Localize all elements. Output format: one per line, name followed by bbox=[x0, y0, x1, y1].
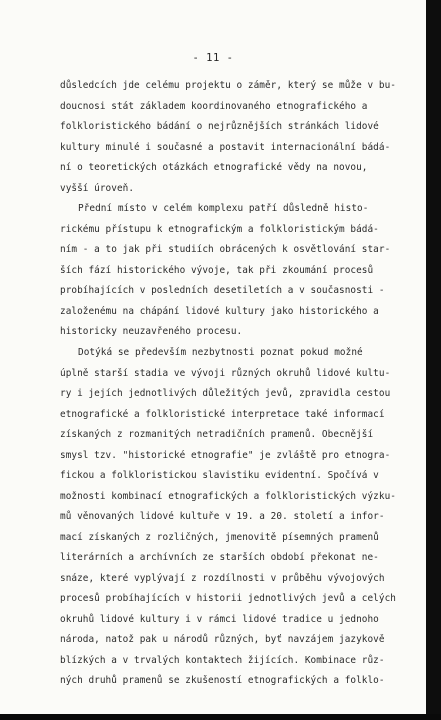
text-line: probíhajících v posledních desetiletích a v současnosti - bbox=[60, 285, 385, 296]
text-line: Přední místo v celém komplexu patří důsledně histo- bbox=[78, 203, 369, 214]
text-line: snáze, které vyplývají z rozdílnosti v průběhu vývojových bbox=[60, 573, 385, 584]
binding-edge bbox=[426, 0, 441, 720]
text-line: možnosti kombinací etnografických a folkloristických výzku- bbox=[60, 491, 396, 502]
text-line: folkloristického bádání o nejrůznějších stránkách lidové bbox=[60, 121, 379, 132]
text-line: ších fází historického vývoje, tak při zkoumání procesů bbox=[60, 265, 374, 276]
text-line: doucnosi stát základem koordinovaného etnografického a bbox=[60, 101, 368, 112]
text-line: ných druhů pramenů se zkušeností etnografických a folklo- bbox=[60, 675, 385, 686]
text-line: ním - a to jak při studiích obrácených k osvětlování star- bbox=[60, 244, 391, 255]
text-line: okruhů lidové kultury i v rámci lidové tradice u jednoho bbox=[60, 614, 379, 625]
text-line: fickou a folkloristickou slavistiku evidentní. Spočívá v bbox=[60, 470, 379, 481]
text-line: ní o teoretických otázkách etnografické vědy na novou, bbox=[60, 162, 368, 173]
text-line: ry i jejích jednotlivých důležitých jevů, zpravidla cestou bbox=[60, 388, 391, 399]
text-line: založenému na chápání lidové kultury jako historického a bbox=[60, 306, 379, 317]
text-line: literárních a archívních ze starších období překonat ne- bbox=[60, 552, 379, 563]
text-line: procesů probíhajících v historii jednotlivých jevů a celých bbox=[60, 593, 396, 604]
text-line: vyšší úroveň. bbox=[60, 183, 135, 194]
page-number: - 11 - bbox=[192, 52, 234, 64]
text-line: získaných z rozmanitých netradičních pramenů. Obecnější bbox=[60, 429, 374, 440]
text-line: etnografické a folkloristické interpretace také informací bbox=[60, 409, 385, 420]
text-line: Dotýká se především nezbytnosti poznat pokud možné bbox=[78, 347, 363, 358]
bottom-shadow bbox=[0, 714, 441, 720]
text-line: národa, natož pak u národů různých, byť navzájem jazykově bbox=[60, 634, 385, 645]
text-line: kultury minulé i současné a postavit internacionální bádá- bbox=[60, 142, 391, 153]
text-line: rickému přístupu k etnografickým a folkloristickým bádá- bbox=[60, 224, 379, 235]
text-line: mací získaných z rozličných, jmenovitě písemných pramenů bbox=[60, 532, 379, 543]
text-line: blízkých a v trvalých kontaktech žijících. Kombinace růz- bbox=[60, 655, 385, 666]
text-line: důsledcích jde celému projektu o záměr, který se může v bu- bbox=[60, 80, 396, 91]
text-line: mů věnovaných lidové kultuře v 19. a 20. století a infor- bbox=[60, 511, 385, 522]
text-line: historicky neuzavřeného procesu. bbox=[60, 326, 243, 337]
text-line: úplně starší stadia ve vývoji různých okruhů lidové kultu- bbox=[60, 368, 391, 379]
text-line: smysl tzv. "historické etnografie" je zvláště pro etnogra- bbox=[60, 450, 391, 461]
